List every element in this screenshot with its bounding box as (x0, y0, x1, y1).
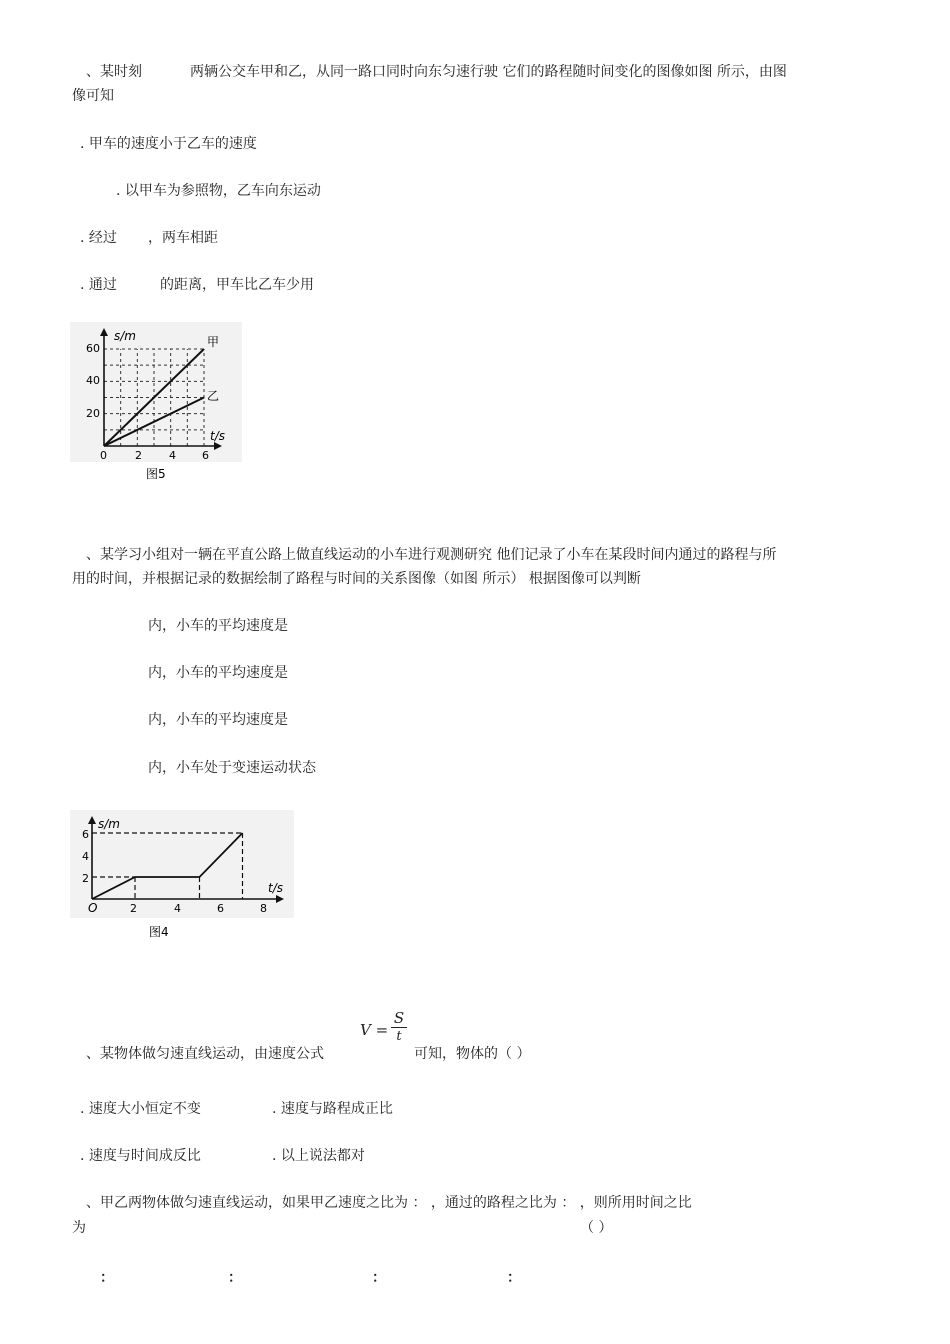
q4-stem-line1: 、甲乙两物体做匀速直线运动，如果甲乙速度之比为 ： ，通过的路程之比为 ： ，则所用时间之比 (86, 1195, 692, 1211)
q3-option-b: . 速度与路程成正比 (272, 1101, 393, 1117)
q2-stem-line1: 、某学习小组对一辆在平直公路上做直线运动的小车进行观测研究 他们记录了小车在某段时间内通过的路程与所 (86, 547, 777, 563)
figure-5-x-axis-label: t/s (210, 429, 225, 443)
q3-stem-part2: 可知，物体的（ ） (414, 1046, 531, 1062)
figure-5-caption: 图5 (146, 467, 166, 481)
q2-stem-line2: 用的时间，并根据记录的数据绘制了路程与时间的关系图像（如图 所示） 根据图像可以判断 (72, 571, 641, 587)
q1-stem-middle: 两辆公交车甲和乙，从同一路口同时向东匀速行驶 它们的路程随时间变化的图像如图 所示，由图 (190, 64, 787, 80)
q2-option-c: 内，小车的平均速度是 (148, 712, 288, 728)
q3-option-a: . 速度大小恒定不变 (80, 1101, 201, 1117)
figure-4-y-tick-6: 6 (82, 828, 89, 841)
q1-option-d-part2: 的距离，甲车比乙车少用 (160, 277, 314, 293)
q4-stem-line2: 为 (72, 1220, 86, 1236)
q2-option-d: 内，小车处于变速运动状态 (148, 760, 316, 776)
figure-4-x-tick-8: 8 (260, 902, 267, 915)
q1-option-d-part1: . 通过 (80, 277, 117, 293)
figure-4-x-axis-label: t/s (268, 881, 283, 895)
figure-5-y-axis-label: s/m (114, 329, 136, 343)
figure-4-x-tick-4: 4 (174, 902, 181, 915)
q1-option-c-part2: ，两车相距 (148, 230, 218, 246)
figure-4-x-tick-2: 2 (130, 902, 137, 915)
figure-4-y-axis-label: s/m (98, 817, 120, 831)
figure-5-y-tick-60: 60 (86, 342, 100, 355)
q1-option-b: . 以甲车为参照物，乙车向东运动 (116, 183, 321, 199)
figure-5-label-jia: 甲 (207, 335, 220, 349)
q3-option-c: . 速度与时间成反比 (80, 1148, 201, 1164)
q2-option-b: 内，小车的平均速度是 (148, 665, 288, 681)
velocity-formula-lhs (360, 1021, 388, 1039)
figure-5-x-tick-6: 6 (202, 449, 209, 462)
formula-v: V (360, 1021, 371, 1039)
figure-4-x-tick-6: 6 (217, 902, 224, 915)
figure-5-x-tick-4: 4 (169, 449, 176, 462)
formula-numerator: S (393, 1009, 405, 1027)
figure-5 (70, 322, 242, 484)
formula-denominator: t (391, 1027, 407, 1046)
figure-4 (70, 810, 294, 944)
figure-5-y-tick-40: 40 (86, 374, 100, 387)
formula-equals: = (375, 1021, 389, 1039)
figure-4-y-tick-2: 2 (82, 872, 89, 885)
q1-stem-start: 、某时刻 (86, 64, 142, 80)
figure-4-y-tick-4: 4 (82, 850, 89, 863)
velocity-formula-fraction (391, 1009, 407, 1046)
figure-4-origin: O (88, 901, 98, 915)
figure-5-label-yi: 乙 (207, 389, 220, 403)
q1-option-c-part1: . 经过 (80, 230, 117, 246)
figure-4-caption: 图4 (149, 925, 169, 939)
figure-5-x-tick-2: 2 (135, 449, 142, 462)
q2-option-a: 内，小车的平均速度是 (148, 618, 288, 634)
q4-option-d-colon: ： (507, 1270, 521, 1286)
q3-option-d: . 以上说法都对 (272, 1148, 365, 1164)
q1-stem-end: 像可知 (72, 88, 114, 104)
q4-answer-paren: （ ） (580, 1220, 613, 1236)
q1-option-a: . 甲车的速度小于乙车的速度 (80, 136, 257, 152)
figure-5-y-tick-20: 20 (86, 407, 100, 420)
figure-5-x-tick-0: 0 (100, 449, 107, 462)
q4-option-a-colon: ： (100, 1270, 114, 1286)
q4-option-b-colon: ： (228, 1270, 242, 1286)
q4-option-c-colon: ： (372, 1270, 386, 1286)
q3-stem-part1: 、某物体做匀速直线运动，由速度公式 (86, 1046, 324, 1062)
